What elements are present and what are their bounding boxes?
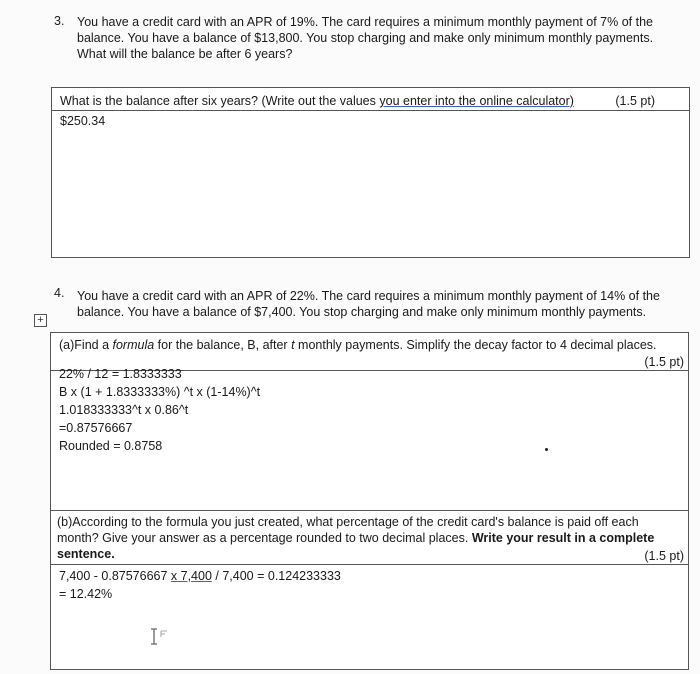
- q4b-prompt-line-3: sentence.: [57, 547, 115, 561]
- question-3-text: [77, 14, 677, 62]
- q4b-answer-line-2: = 12.42%: [59, 587, 113, 601]
- q4a-line-5: Rounded = 0.8758: [59, 439, 163, 453]
- q3-line-3: What will the balance be after 6 years?: [77, 47, 293, 61]
- q4b-prompt-line-1: (b)According to the formula you just created, what percentage of the credit card's balance is paid off each: [57, 515, 639, 529]
- question-3-number: 3.: [54, 14, 65, 28]
- text-cursor-icon: [149, 627, 171, 647]
- q3-prompt: What is the balance after six years? (Write out the values you enter into the online calculator): [60, 94, 574, 108]
- q4a-answer[interactable]: [59, 366, 260, 454]
- q3-answer-box: [51, 87, 690, 258]
- q4b-prompt-line-2: month? Give your answer as a percentage rounded to two decimal places. Write your result in a complete: [57, 531, 655, 545]
- table-move-plus-icon[interactable]: +: [34, 314, 47, 327]
- q4-table: [50, 332, 689, 670]
- q4a-points: (1.5 pt): [644, 355, 684, 369]
- q4a-line-3: 1.018333333^t x 0.86^t: [59, 403, 189, 417]
- question-4-text: [77, 288, 677, 320]
- q3-points: (1.5 pt): [615, 94, 655, 108]
- q4b-prompt: [57, 514, 654, 562]
- q4a-line-4: =0.87576667: [59, 421, 133, 435]
- q4a-prompt: (a)Find a formula for the balance, B, after t monthly payments. Simplify the decay factor to 4 decimal places.: [59, 338, 657, 352]
- q4b-answer-line-1: 7,400 - 0.87576667 x 7,400 / 7,400 = 0.124233333: [59, 569, 341, 583]
- q4a-line-1: 22% / 12 = 1.8333333: [59, 367, 182, 381]
- q4b-answer[interactable]: [59, 568, 341, 602]
- stray-dot: [545, 448, 548, 451]
- q4b-divider: [51, 564, 688, 565]
- q4b-top-divider: [51, 510, 688, 511]
- q4a-line-2: B x (1 + 1.8333333%) ^t x (1-14%)^t: [59, 385, 261, 399]
- q4-line-2: balance. You have a balance of $7,400. You stop charging and make only minimum monthly payments.: [77, 305, 647, 319]
- q4-line-1: You have a credit card with an APR of 22%. The card requires a minimum monthly payment of 14% of the: [77, 289, 660, 303]
- q3-line-2: balance. You have a balance of $13,800. You stop charging and make only minimum monthly payments.: [77, 31, 654, 45]
- q3-line-1: You have a credit card with an APR of 19%. The card requires a minimum monthly payment of 7% of the: [77, 15, 653, 29]
- q4b-points: (1.5 pt): [644, 549, 684, 563]
- q3-answer[interactable]: $250.34: [60, 114, 106, 128]
- question-4-number: 4.: [54, 286, 65, 300]
- q3-divider: [52, 110, 689, 111]
